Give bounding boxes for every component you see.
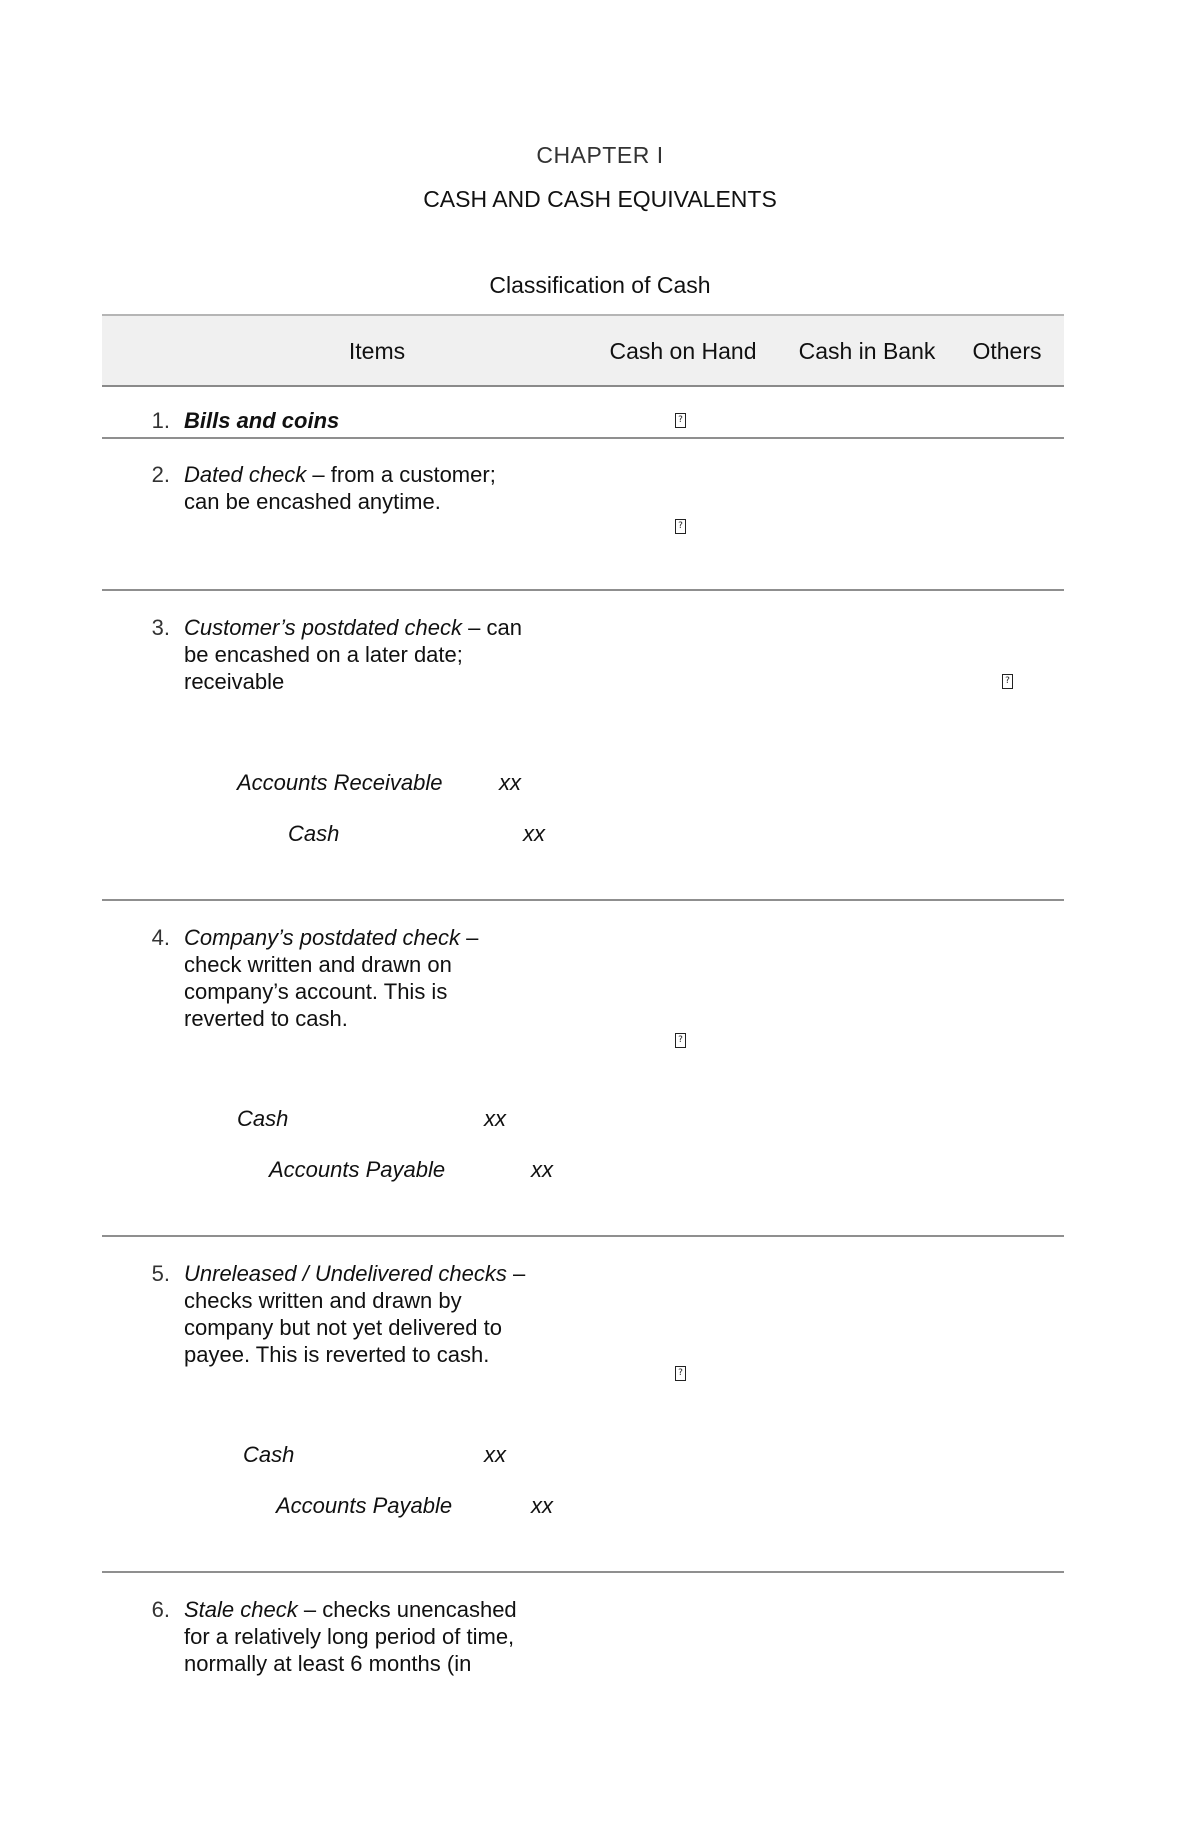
item-description (184, 1260, 525, 1368)
row-divider (102, 899, 1064, 901)
journal-amount: xx (484, 1106, 506, 1131)
journal-account: Cash (237, 1106, 289, 1131)
row-divider (102, 437, 1064, 439)
row-divider (102, 1571, 1064, 1573)
journal-amount: xx (499, 770, 521, 795)
journal-amount: xx (531, 1157, 553, 1182)
item-description-line: reverted to cash. (184, 1006, 348, 1031)
journal-account: Accounts Receivable (237, 770, 443, 795)
header-others: Others (972, 338, 1042, 364)
journal-account: Cash (288, 821, 340, 846)
check-mark-icon: ? (675, 519, 686, 534)
journal-account: Cash (243, 1442, 295, 1467)
item-term: Unreleased / Undelivered checks (184, 1261, 507, 1286)
item-number: 2. (151, 462, 170, 487)
item-description-text: – checks unencashed (297, 1597, 517, 1622)
check-mark-icon: ? (675, 413, 686, 428)
item-term: Company’s postdated check (184, 925, 460, 950)
journal-account: Accounts Payable (276, 1493, 453, 1518)
item-description-line: for a relatively long period of time, (184, 1624, 515, 1649)
item-description (184, 924, 478, 1032)
header-items: Items (348, 338, 406, 364)
item-description-text: – (506, 1261, 526, 1286)
item-description-line: checks written and drawn by (184, 1288, 462, 1313)
header-cash-in-bank: Cash in Bank (798, 338, 936, 364)
item-term: Bills and coins (184, 408, 340, 433)
item-number: 6. (151, 1597, 170, 1622)
item-description-line: be encashed on a later date; (184, 642, 463, 667)
chapter-title: CASH AND CASH EQUIVALENTS (423, 186, 777, 212)
item-description-line: can be encashed anytime. (184, 489, 441, 514)
row-divider (102, 589, 1064, 591)
check-mark-icon: ? (675, 1033, 686, 1048)
item-number: 4. (151, 925, 170, 950)
item-description-line: normally at least 6 months (in (184, 1651, 472, 1676)
item-description-line: payee. This is reverted to cash. (184, 1342, 490, 1367)
item-description (184, 461, 496, 515)
header-cash-on-hand: Cash on Hand (609, 338, 757, 364)
item-description-text: – can (462, 615, 522, 640)
item-description-line: company but not yet delivered to (184, 1315, 502, 1340)
item-term: Dated check (184, 462, 307, 487)
journal-account: Accounts Payable (269, 1157, 446, 1182)
check-mark-icon: ? (675, 1366, 686, 1381)
journal-amount: xx (531, 1493, 553, 1518)
item-number: 3. (151, 615, 170, 640)
item-description (184, 614, 522, 695)
check-mark-icon: ? (1002, 674, 1013, 689)
item-description (184, 1596, 517, 1677)
item-number: 5. (151, 1261, 170, 1286)
table-caption: Classification of Cash (489, 272, 711, 298)
item-description-text: – (459, 925, 479, 950)
item-term: Stale check (184, 1597, 298, 1622)
row-divider (102, 1235, 1064, 1237)
chapter-heading: CHAPTER I (536, 142, 664, 168)
item-number: 1. (151, 408, 170, 433)
item-description (184, 407, 339, 434)
item-description-line: check written and drawn on (184, 952, 452, 977)
item-term: Customer’s postdated check (184, 615, 462, 640)
item-description-line: receivable (184, 669, 285, 694)
table-header (102, 314, 1064, 387)
item-description-text: – from a customer; (306, 462, 496, 487)
journal-amount: xx (484, 1442, 506, 1467)
journal-amount: xx (523, 821, 545, 846)
item-description-line: company’s account. This is (184, 979, 448, 1004)
